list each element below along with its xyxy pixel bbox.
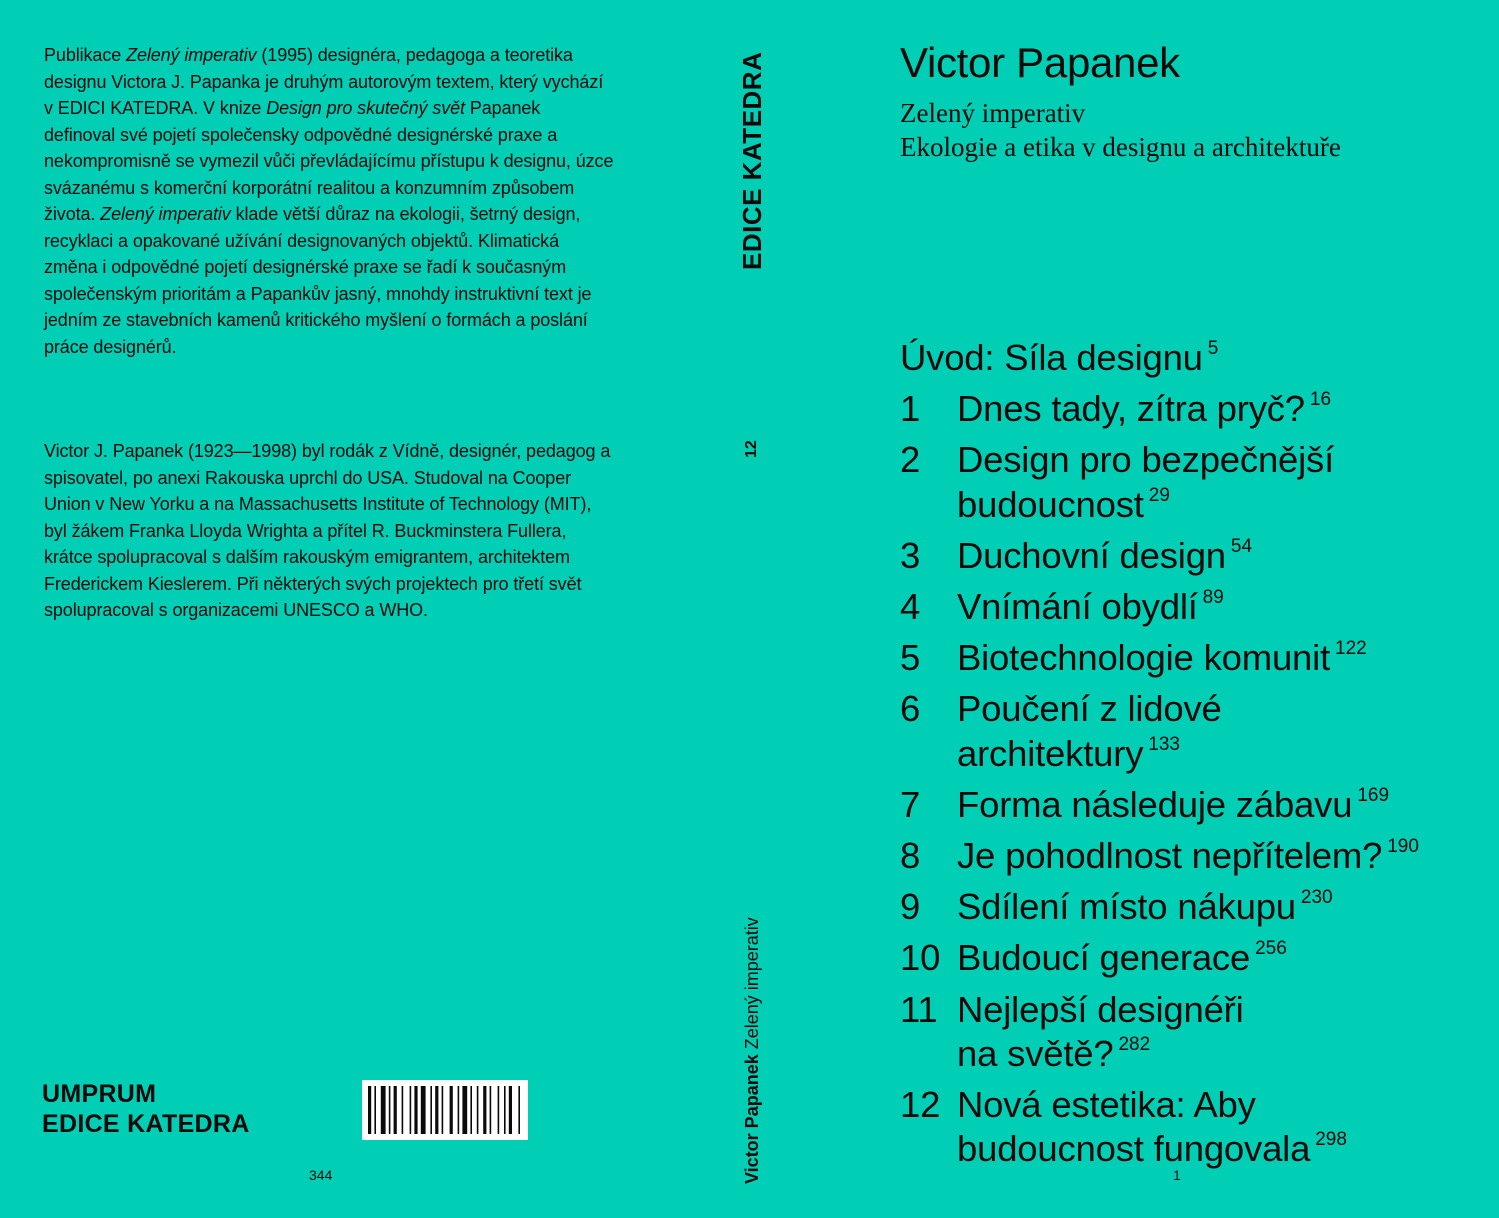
- blurb-text: Papanek definoval své pojetí společensky odpovědné designérské praxe a nekompromisně se vymezil vůči převládajícímu přístupu k designu, úzce svázanému s komerční korporátní realitou a konzumním způsobem života.: [44, 98, 614, 224]
- toc-chapter: [900, 636, 1480, 687]
- blurb-italic: Design pro skutečný svět: [266, 98, 465, 118]
- toc-title: Je pohodlnost nepřítelem?: [957, 835, 1383, 877]
- toc-title: Vnímání obydlí: [957, 586, 1198, 628]
- barcode-bar: [509, 1086, 512, 1134]
- toc-page-number: 256: [1255, 938, 1287, 960]
- toc-chapter-number: 4: [900, 586, 921, 628]
- publisher-logo: [42, 1079, 250, 1139]
- barcode-bar: [402, 1086, 404, 1134]
- toc-chapter: [900, 834, 1480, 885]
- toc-page-number: 89: [1202, 587, 1224, 609]
- barcode-bar: [410, 1086, 412, 1134]
- toc-chapter-number: 8: [900, 835, 921, 877]
- spine-volume-number: 12: [743, 440, 760, 458]
- barcode-bar: [374, 1086, 376, 1134]
- barcode-bar: [435, 1086, 438, 1134]
- toc-chapter-number: 5: [900, 637, 921, 679]
- series-name: EDICE KATEDRA: [42, 1110, 250, 1138]
- toc-title: Nejlepší designéři: [957, 988, 1244, 1030]
- toc-title: Forma následuje zábavu: [957, 783, 1353, 825]
- toc-page-number: 282: [1118, 1033, 1151, 1055]
- barcode-bar: [450, 1086, 453, 1134]
- toc-chapter: [900, 783, 1480, 834]
- barcode-bar: [421, 1086, 426, 1134]
- barcode-bar: [498, 1086, 500, 1134]
- toc-title: Budoucí generace: [957, 937, 1251, 979]
- spine-title: [741, 917, 763, 1184]
- author-bio-text: Victor J. Papanek (1923—1998) byl rodák z Vídně, designér, pedagog a spisovatel, po anexi Rakouska uprchl do USA. Studoval na Cooper Union v New Yorku a na Massachusetts Institute of Technology (MIT), byl žákem Franka Lloyda Wrighta a přítel R. Buckminstera Fullera, krátce spolupracoval s dalším rakouským emigrantem, architektem Frederickem Kieslerem. Při některých svých projektech pro třetí svět spolupracoval s organizacemi UNESCO a WHO.: [44, 441, 611, 620]
- barcode-bar: [430, 1086, 432, 1134]
- toc-chapter-number: 1: [900, 388, 921, 430]
- barcode-bar: [458, 1086, 460, 1134]
- toc-page-number: 190: [1387, 836, 1419, 858]
- barcode-bar: [518, 1086, 520, 1134]
- toc-title-continued: budoucnost fungovala: [957, 1128, 1311, 1170]
- front-page-number: 1: [1173, 1167, 1181, 1183]
- toc-page-number: 169: [1357, 784, 1390, 806]
- toc-title: Design pro bezpečnější: [957, 439, 1335, 481]
- toc-chapter: [900, 936, 1480, 987]
- toc-chapter-number: 10: [900, 937, 941, 979]
- toc-title: Dnes tady, zítra pryč?: [957, 388, 1305, 430]
- toc-title-continued: budoucnost: [957, 483, 1144, 525]
- barcode-graphic: [362, 1080, 528, 1140]
- toc-page-number: 16: [1309, 389, 1332, 411]
- toc-chapter: [900, 387, 1480, 438]
- barcode-bar: [414, 1086, 417, 1134]
- author-name: Victor Papanek: [900, 39, 1180, 86]
- toc-title: Nová estetika: Aby: [957, 1084, 1256, 1126]
- barcode-bar: [483, 1086, 486, 1134]
- toc-page-number: 133: [1148, 733, 1180, 755]
- toc-chapter: [900, 534, 1480, 585]
- toc-title: Úvod: Síla designu: [900, 337, 1203, 378]
- toc-title: Duchovní design: [957, 534, 1226, 576]
- publisher-name: UMPRUM: [42, 1080, 157, 1108]
- toc-title-continued: architektury: [957, 732, 1144, 774]
- author-bio: [44, 438, 614, 624]
- blurb-text: Publikace: [44, 45, 127, 65]
- toc-chapter-number: 7: [900, 783, 921, 825]
- toc-intro: [900, 336, 1480, 387]
- toc-chapter: [900, 1083, 1480, 1178]
- spine-series: EDICE KATEDRA: [737, 51, 767, 270]
- toc-chapter: [900, 885, 1480, 936]
- toc-title-continued: na světě?: [957, 1032, 1114, 1074]
- toc-chapter-number: 6: [900, 688, 921, 730]
- toc-page-number: 230: [1300, 887, 1333, 909]
- toc-title: Biotechnologie komunit: [957, 637, 1331, 679]
- barcode-bar: [462, 1086, 467, 1134]
- toc-chapter-number: 11: [900, 988, 938, 1030]
- toc-page-number: 54: [1230, 535, 1253, 557]
- barcode-bar: [477, 1086, 479, 1134]
- barcode-bar: [442, 1086, 444, 1134]
- barcode-bar: [389, 1086, 391, 1134]
- toc-title: Sdílení místo nákupu: [957, 886, 1296, 928]
- toc-chapter: [900, 585, 1480, 636]
- back-blurb: [44, 42, 614, 360]
- table-of-contents: [900, 336, 1480, 1178]
- blurb-italic: Zelený imperativ: [100, 204, 231, 224]
- barcode-bar: [381, 1086, 386, 1134]
- blurb-text: klade větší důraz na ekologii, šetrný design, recyklaci a opakované užívání designovaných objektů. Klimatická změna i odpovědné pojetí designérské praxe se řadí k současným společenským prioritám a Papankův jasný, mnohdy instruktivní text je jedním ze stavebních kamenů kritického myšlení o formách a poslání práce designérů.: [44, 204, 592, 357]
- toc-chapter-number: 9: [900, 886, 921, 928]
- barcode-bar: [504, 1086, 506, 1134]
- spine-author: Victor Papanek: [742, 1054, 762, 1184]
- toc-page-number: 5: [1207, 338, 1219, 359]
- toc-page-number: 122: [1335, 638, 1367, 660]
- blurb-text: (1995) designéra, pedagoga a teoretika designu Victora J. Papanka je druhým autorovým textem, který vychází v EDICI KATEDRA. V knize: [44, 45, 604, 118]
- book-subtitle: Ekologie a etika v designu a architektuře: [900, 132, 1341, 162]
- toc-title: Poučení z lidové: [957, 688, 1222, 730]
- spine-book-title: Zelený imperativ: [742, 917, 762, 1050]
- barcode-bar: [368, 1086, 371, 1134]
- barcode-bar: [490, 1086, 492, 1134]
- barcode-bar: [470, 1086, 472, 1134]
- toc-chapter: [900, 687, 1480, 782]
- toc-page-number: 29: [1148, 484, 1170, 506]
- book-title: Zelený imperativ: [900, 98, 1086, 128]
- toc-chapter: [900, 988, 1480, 1083]
- toc-page-number: 298: [1315, 1129, 1347, 1151]
- barcode: [362, 1080, 528, 1140]
- toc-chapter-number: 3: [900, 534, 921, 576]
- toc-chapter-number: 12: [900, 1084, 941, 1126]
- blurb-italic: Zelený imperativ: [126, 45, 257, 65]
- toc-chapter-number: 2: [900, 439, 921, 481]
- back-page-number: 344: [309, 1167, 333, 1183]
- barcode-bar: [394, 1086, 397, 1134]
- toc-chapter: [900, 438, 1480, 533]
